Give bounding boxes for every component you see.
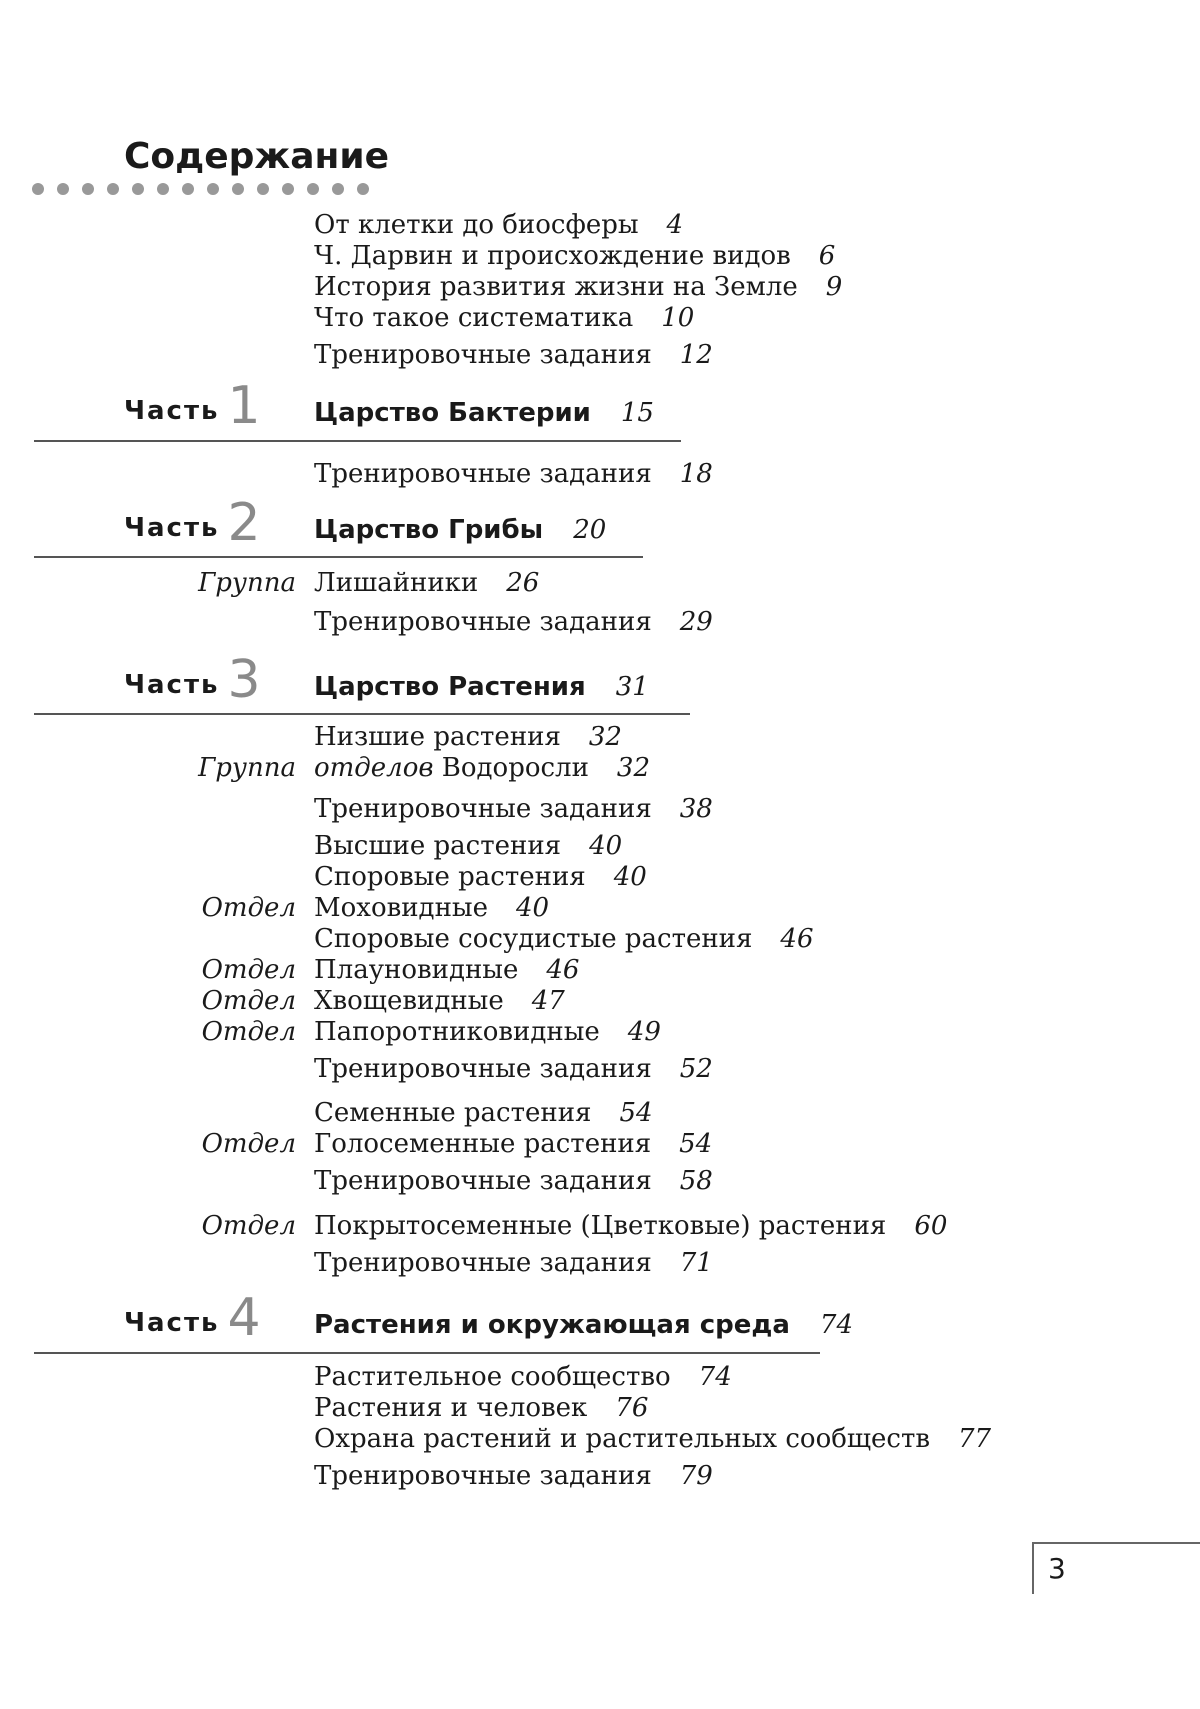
toc-title: Содержание bbox=[124, 136, 390, 177]
entry-page-number: 29 bbox=[679, 607, 713, 637]
entry-page-number: 79 bbox=[679, 1461, 713, 1491]
toc-entry[interactable] bbox=[314, 459, 713, 489]
entry-page-number: 40 bbox=[613, 862, 647, 892]
entry-page-number: 77 bbox=[958, 1424, 992, 1454]
entry-category-label: Группа bbox=[198, 753, 296, 783]
entry-title: Охрана растений и растительных сообществ bbox=[314, 1424, 931, 1454]
part-label bbox=[124, 493, 261, 553]
entry-title: Папоротниковидные bbox=[314, 1017, 600, 1047]
entry-title: Хвощевидные bbox=[314, 986, 504, 1016]
entry-page-number: 60 bbox=[914, 1211, 948, 1241]
toc-entry[interactable] bbox=[314, 340, 713, 370]
part-page-number: 74 bbox=[819, 1310, 854, 1340]
entry-title: Лишайники bbox=[314, 568, 479, 598]
part-title-text: Царство Грибы bbox=[314, 515, 544, 545]
toc-entry[interactable] bbox=[314, 924, 814, 954]
entry-page-number: 58 bbox=[679, 1166, 713, 1196]
entry-page-number: 32 bbox=[616, 753, 651, 783]
toc-entry[interactable] bbox=[314, 893, 549, 923]
toc-entry[interactable] bbox=[314, 1017, 661, 1047]
entry-page-number: 26 bbox=[506, 568, 540, 598]
toc-entry[interactable] bbox=[314, 1129, 712, 1159]
toc-entry[interactable] bbox=[314, 1461, 713, 1491]
toc-entry[interactable] bbox=[314, 1393, 648, 1423]
part-page-number: 31 bbox=[615, 672, 649, 702]
entry-title: Водоросли bbox=[441, 753, 589, 783]
entry-page-number: 4 bbox=[666, 210, 684, 240]
toc-entry[interactable] bbox=[314, 568, 539, 598]
entry-title: Тренировочные задания bbox=[314, 1166, 652, 1196]
entry-title: Моховидные bbox=[314, 893, 488, 923]
entry-title: Плауновидные bbox=[314, 955, 519, 985]
entry-page-number: 46 bbox=[780, 924, 814, 954]
entry-page-number: 18 bbox=[679, 459, 713, 489]
part-number: 4 bbox=[227, 1288, 261, 1348]
entry-page-number: 46 bbox=[546, 955, 580, 985]
part-heading[interactable] bbox=[314, 1310, 853, 1340]
part-title-text: Царство Растения bbox=[314, 672, 586, 702]
entry-title: Тренировочные задания bbox=[314, 459, 652, 489]
toc-entry[interactable] bbox=[314, 1362, 732, 1392]
entry-category-label: Отдел bbox=[201, 1129, 296, 1159]
toc-entry[interactable] bbox=[314, 1211, 947, 1241]
toc-entry[interactable] bbox=[314, 862, 647, 892]
entry-title: История развития жизни на Земле bbox=[314, 272, 798, 302]
entry-page-number: 6 bbox=[818, 241, 836, 271]
part-underline bbox=[34, 440, 681, 442]
entry-page-number: 54 bbox=[679, 1129, 713, 1159]
toc-entry[interactable] bbox=[314, 986, 565, 1016]
part-number: 3 bbox=[227, 650, 261, 710]
part-underline bbox=[34, 713, 690, 715]
part-label bbox=[124, 376, 261, 436]
entry-page-number: 12 bbox=[679, 340, 713, 370]
entry-title: Тренировочные задания bbox=[314, 340, 652, 370]
toc-entry[interactable] bbox=[314, 794, 713, 824]
entry-page-number: 47 bbox=[531, 986, 565, 1016]
entry-page-number: 71 bbox=[679, 1248, 713, 1278]
entry-category-label: Отдел bbox=[201, 1017, 296, 1047]
entry-title: Семенные растения bbox=[314, 1098, 592, 1128]
toc-entry[interactable] bbox=[314, 955, 579, 985]
entry-category-label: Отдел bbox=[201, 986, 296, 1016]
entry-title: Что такое систематика bbox=[314, 303, 634, 333]
entry-title: Низшие растения bbox=[314, 722, 561, 752]
toc-entry[interactable] bbox=[314, 1098, 653, 1128]
toc-entry[interactable] bbox=[314, 303, 694, 333]
toc-entry[interactable] bbox=[314, 1166, 713, 1196]
page-number: 3 bbox=[1048, 1552, 1066, 1585]
part-heading[interactable] bbox=[314, 398, 654, 428]
entry-title: Тренировочные задания bbox=[314, 607, 652, 637]
part-word: Часть bbox=[124, 396, 220, 426]
part-title-text: Царство Бактерии bbox=[314, 398, 591, 428]
entry-page-number: 9 bbox=[825, 272, 843, 302]
entry-page-number: 74 bbox=[698, 1362, 732, 1392]
entry-title: Тренировочные задания bbox=[314, 794, 652, 824]
entry-title: Тренировочные задания bbox=[314, 1248, 652, 1278]
entry-page-number: 38 bbox=[679, 794, 713, 824]
entry-page-number: 52 bbox=[679, 1054, 713, 1084]
entry-category-label: Отдел bbox=[201, 1211, 296, 1241]
toc-entry[interactable] bbox=[314, 272, 842, 302]
part-underline bbox=[34, 556, 643, 558]
entry-title: Высшие растения bbox=[314, 831, 562, 861]
entry-page-number: 10 bbox=[661, 303, 695, 333]
toc-entry[interactable] bbox=[314, 753, 650, 783]
part-page-number: 15 bbox=[620, 398, 654, 428]
entry-title: Споровые растения bbox=[314, 862, 586, 892]
toc-entry[interactable] bbox=[314, 241, 835, 271]
entry-title: Растительное сообщество bbox=[314, 1362, 671, 1392]
toc-entry[interactable] bbox=[314, 1248, 713, 1278]
part-word: Часть bbox=[124, 1308, 220, 1338]
entry-title: Растения и человек bbox=[314, 1393, 588, 1423]
part-underline bbox=[34, 1352, 820, 1354]
toc-entry[interactable] bbox=[314, 1424, 991, 1454]
toc-entry[interactable] bbox=[314, 722, 622, 752]
entry-category-label: Отдел bbox=[201, 955, 296, 985]
entry-page-number: 40 bbox=[515, 893, 550, 923]
entry-prefix: отделов bbox=[314, 753, 434, 783]
entry-page-number: 76 bbox=[615, 1393, 649, 1423]
entry-title: Голосеменные растения bbox=[314, 1129, 652, 1159]
entry-category-label: Отдел bbox=[201, 893, 296, 923]
entry-page-number: 32 bbox=[588, 722, 622, 752]
entry-page-number: 40 bbox=[589, 831, 623, 861]
entry-title: Покрытосеменные (Цветковые) растения bbox=[314, 1211, 887, 1241]
entry-category-label: Группа bbox=[198, 568, 296, 598]
part-page-number: 20 bbox=[573, 515, 607, 545]
toc-entry[interactable] bbox=[314, 210, 683, 240]
entry-title: От клетки до биосферы bbox=[314, 210, 639, 240]
part-heading[interactable] bbox=[314, 515, 606, 545]
entry-title: Тренировочные задания bbox=[314, 1054, 652, 1084]
toc-entry[interactable] bbox=[314, 831, 622, 861]
part-word: Часть bbox=[124, 670, 220, 700]
entry-title: Ч. Дарвин и происхождение видов bbox=[314, 241, 791, 271]
page-number-box bbox=[1032, 1542, 1200, 1594]
entry-page-number: 54 bbox=[619, 1098, 653, 1128]
part-label bbox=[124, 1288, 261, 1348]
entry-page-number: 49 bbox=[627, 1017, 661, 1047]
entry-title: Тренировочные задания bbox=[314, 1461, 652, 1491]
toc-entry[interactable] bbox=[314, 607, 713, 637]
part-heading[interactable] bbox=[314, 672, 649, 702]
part-word: Часть bbox=[124, 513, 220, 543]
toc-entry[interactable] bbox=[314, 1054, 713, 1084]
part-label bbox=[124, 650, 261, 710]
part-number: 1 bbox=[227, 376, 261, 436]
part-number: 2 bbox=[227, 493, 261, 553]
part-title-text: Растения и окружающая среда bbox=[314, 1310, 790, 1340]
entry-title: Споровые сосудистые растения bbox=[314, 924, 753, 954]
